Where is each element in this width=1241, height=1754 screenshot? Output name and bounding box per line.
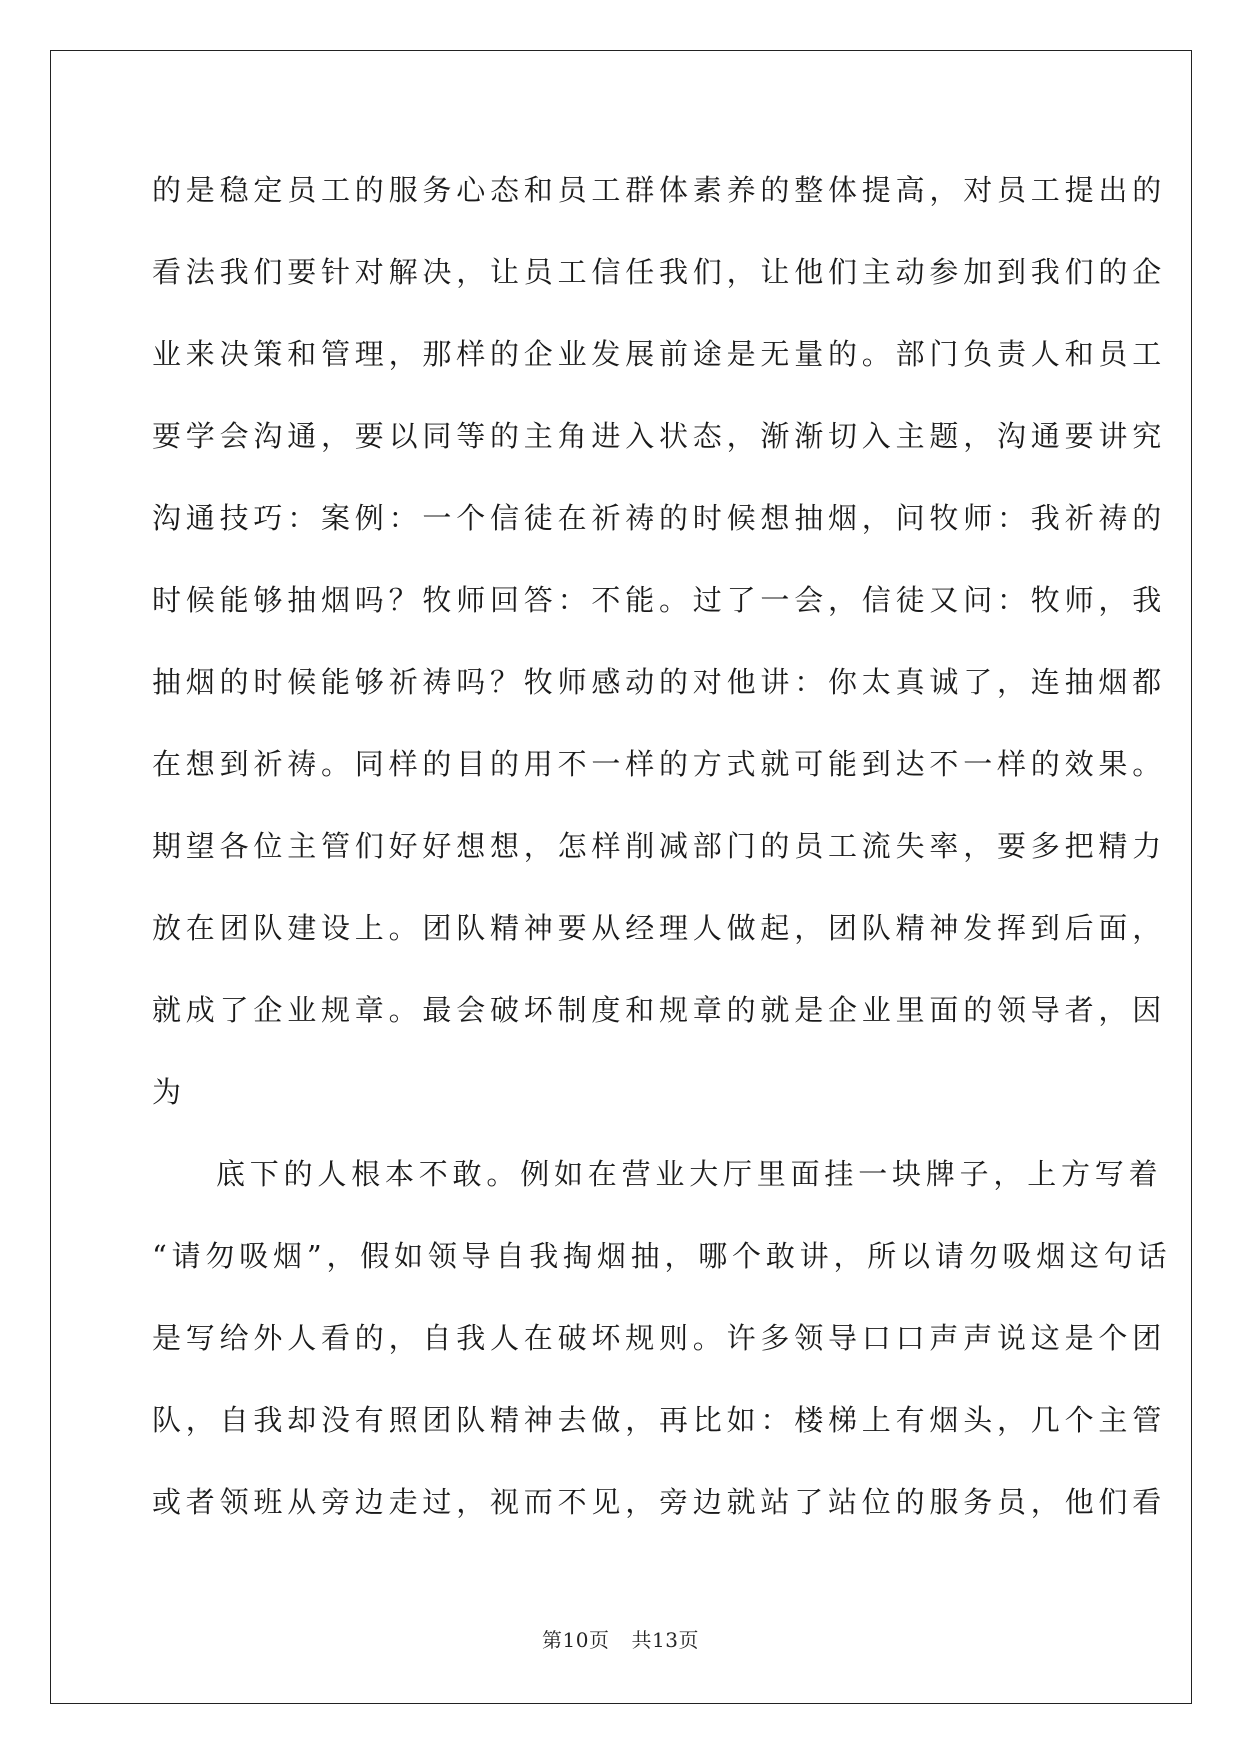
text-line: 期望各位主管们好好想想，怎样削减部门的员工流失率，要多把精力 bbox=[152, 829, 1167, 863]
text-line: 是写给外人看的，自我人在破坏规则。许多领导口口声声说这是个团 bbox=[152, 1321, 1167, 1355]
document-body bbox=[152, 155, 1172, 1549]
text-line: 沟通技巧：案例：一个信徒在祈祷的时候想抽烟，问牧师：我祈祷的 bbox=[152, 501, 1167, 535]
paragraph-first-line: 底下的人根本不敢。例如在营业大厅里面挂一块牌子，上方写着 bbox=[216, 1157, 1163, 1191]
text-line: 时候能够抽烟吗？牧师回答：不能。过了一会，信徒又问：牧师，我 bbox=[152, 583, 1167, 617]
text-line: 或者领班从旁边走过，视而不见，旁边就站了站位的服务员，他们看 bbox=[152, 1485, 1167, 1519]
text-line: 就成了企业规章。最会破坏制度和规章的就是企业里面的领导者，因 bbox=[152, 993, 1167, 1027]
text-line: 看法我们要针对解决，让员工信任我们，让他们主动参加到我们的企 bbox=[152, 255, 1167, 289]
text-line: 为 bbox=[152, 1075, 186, 1109]
text-line: 的是稳定员工的服务心态和员工群体素养的整体提高，对员工提出的 bbox=[152, 173, 1167, 207]
text-line: “请勿吸烟”，假如领导自我掏烟抽，哪个敢讲，所以请勿吸烟这句话 bbox=[152, 1239, 1172, 1273]
text-line: 队，自我却没有照团队精神去做，再比如：楼梯上有烟头，几个主管 bbox=[152, 1403, 1167, 1437]
text-line: 业来决策和管理，那样的企业发展前途是无量的。部门负责人和员工 bbox=[152, 337, 1167, 371]
text-line: 在想到祈祷。同样的目的用不一样的方式就可能到达不一样的效果。 bbox=[152, 747, 1167, 781]
page-total: 共13页 bbox=[631, 1628, 699, 1652]
text-line: 要学会沟通，要以同等的主角进入状态，渐渐切入主题，沟通要讲究 bbox=[152, 419, 1167, 453]
text-line: 放在团队建设上。团队精神要从经理人做起，团队精神发挥到后面， bbox=[152, 911, 1167, 945]
page-number: 第10页 bbox=[542, 1628, 610, 1652]
page-footer bbox=[0, 1628, 1241, 1652]
text-line: 抽烟的时候能够祈祷吗？牧师感动的对他讲：你太真诚了，连抽烟都 bbox=[152, 665, 1167, 699]
